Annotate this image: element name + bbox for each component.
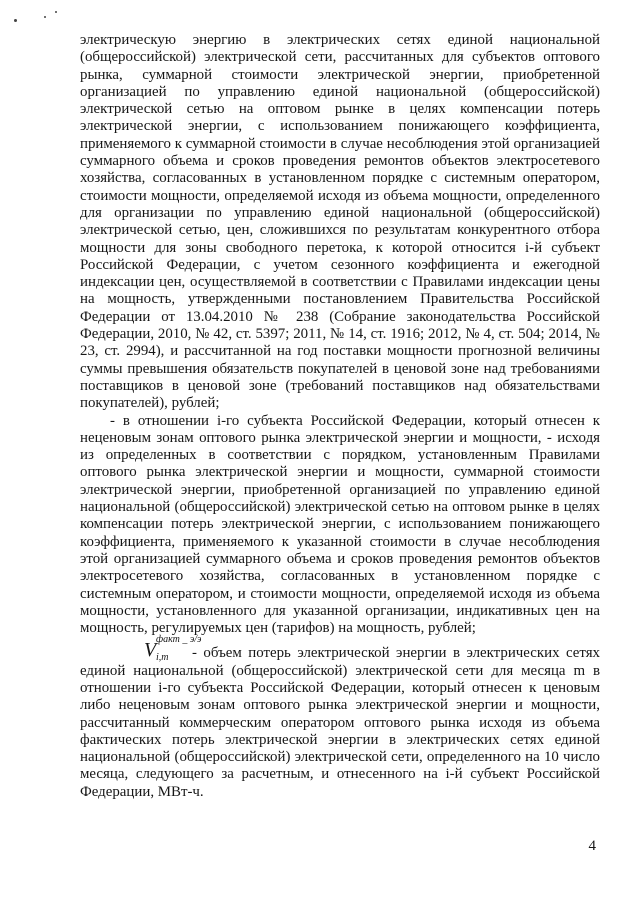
document-body — [80, 32, 600, 801]
formula-subscript: i,m — [156, 652, 169, 664]
formula-symbol: V — [144, 639, 157, 662]
formula-superscript: факт _ э/э — [156, 634, 202, 646]
page-number: 4 — [588, 838, 596, 854]
paragraph-non-price-zones: - в отношении i-го субъекта Российской Федерации, который отнесен к неценовым зонам оптового рынка электрической энергии и мощности, - исходя из определенных в соответствии с порядком, установленным Правилами оптового рынка электрической энергии и мощности, суммарной стоимости электрической энергии, приобретенной организацией по управлению единой национальной (общероссийской) электрической сетью на оптовом рынке в целях компенсации потерь электрической энергии, с использованием понижающего коэффициента, применяемого к указанной стоимости в случае несоблюдения этой организацией суммарного объема и сроков проведения ремонтов объектов электросетевого хозяйства, согласованных в установленном порядке с системным оператором, и стоимости мощности, определяемой исходя из объема мощности, установленного для указанной организации, индикативных цен на мощность, регулируемых цен (тарифов) на мощность, рублей; — [80, 412, 600, 637]
paragraph-formula-definition — [80, 634, 600, 801]
formula-v-fact — [110, 634, 202, 664]
formula-definition-text: - объем потерь электрической энергии в электрических сетях единой национальной (общероссийской) электрической сети для месяца m в отношении i-го субъекта Российской Федерации, который отнесен к ценовым либо неценовым зонам оптового рынка электрической энергии и мощности, рассчитанный коммерческим оператором оптового рынка исходя из объема фактических потерь электрической энергии в электрических сетях единой национальной (общероссийской) электрической сети, определенного на 10 число месяца, следующего за расчетным, и отнесенного на i-й субъект Российской Федерации, МВт-ч. — [80, 645, 600, 800]
paragraph-continuation: электрическую энергию в электрических сетях единой национальной (общероссийской) электрической сети, рассчитанных для субъектов оптового рынка, суммарной стоимости электрической энергии, приобретенной организацией по управлению единой национальной (общероссийской) электрической сетью на оптовом рынке в целях компенсации потерь электрической энергии, с использованием понижающего коэффициента, применяемого к суммарной стоимости в случае несоблюдения этой организацией суммарного объема и сроков проведения ремонтов объектов электросетевого хозяйства, согласованных в установленном порядке с системным оператором, стоимости мощности, определяемой исходя из объема мощности, определенного для организации по управлению единой национальной (общероссийской) электрической сетью, цен, сложившихся по результатам конкурентного отбора мощности для зоны свободного перетока, к которой относится i-й субъект Российской Федерации, с учетом сезонного коэффициента и ежегодной индексации цен, осуществляемой в соответствии с Правилами индексации цены на мощность, утвержденными постановлением Правительства Российской Федерации от 13.04.2010 № 238 (Собрание законодательства Российской Федерации, 2010, № 42, ст. 5397; 2011, № 14, ст. 1916; 2012, № 4, ст. 504; 2014, № 23, ст. 2994), и рассчитанной на год поставки мощности прогнозной величины суммы превышения обязательств покупателей в ценовой зоне над требованиями поставщиков в ценовой зоне (требований поставщиков над обязательствами покупателей), рублей; — [80, 32, 600, 412]
scan-specks — [14, 8, 64, 28]
